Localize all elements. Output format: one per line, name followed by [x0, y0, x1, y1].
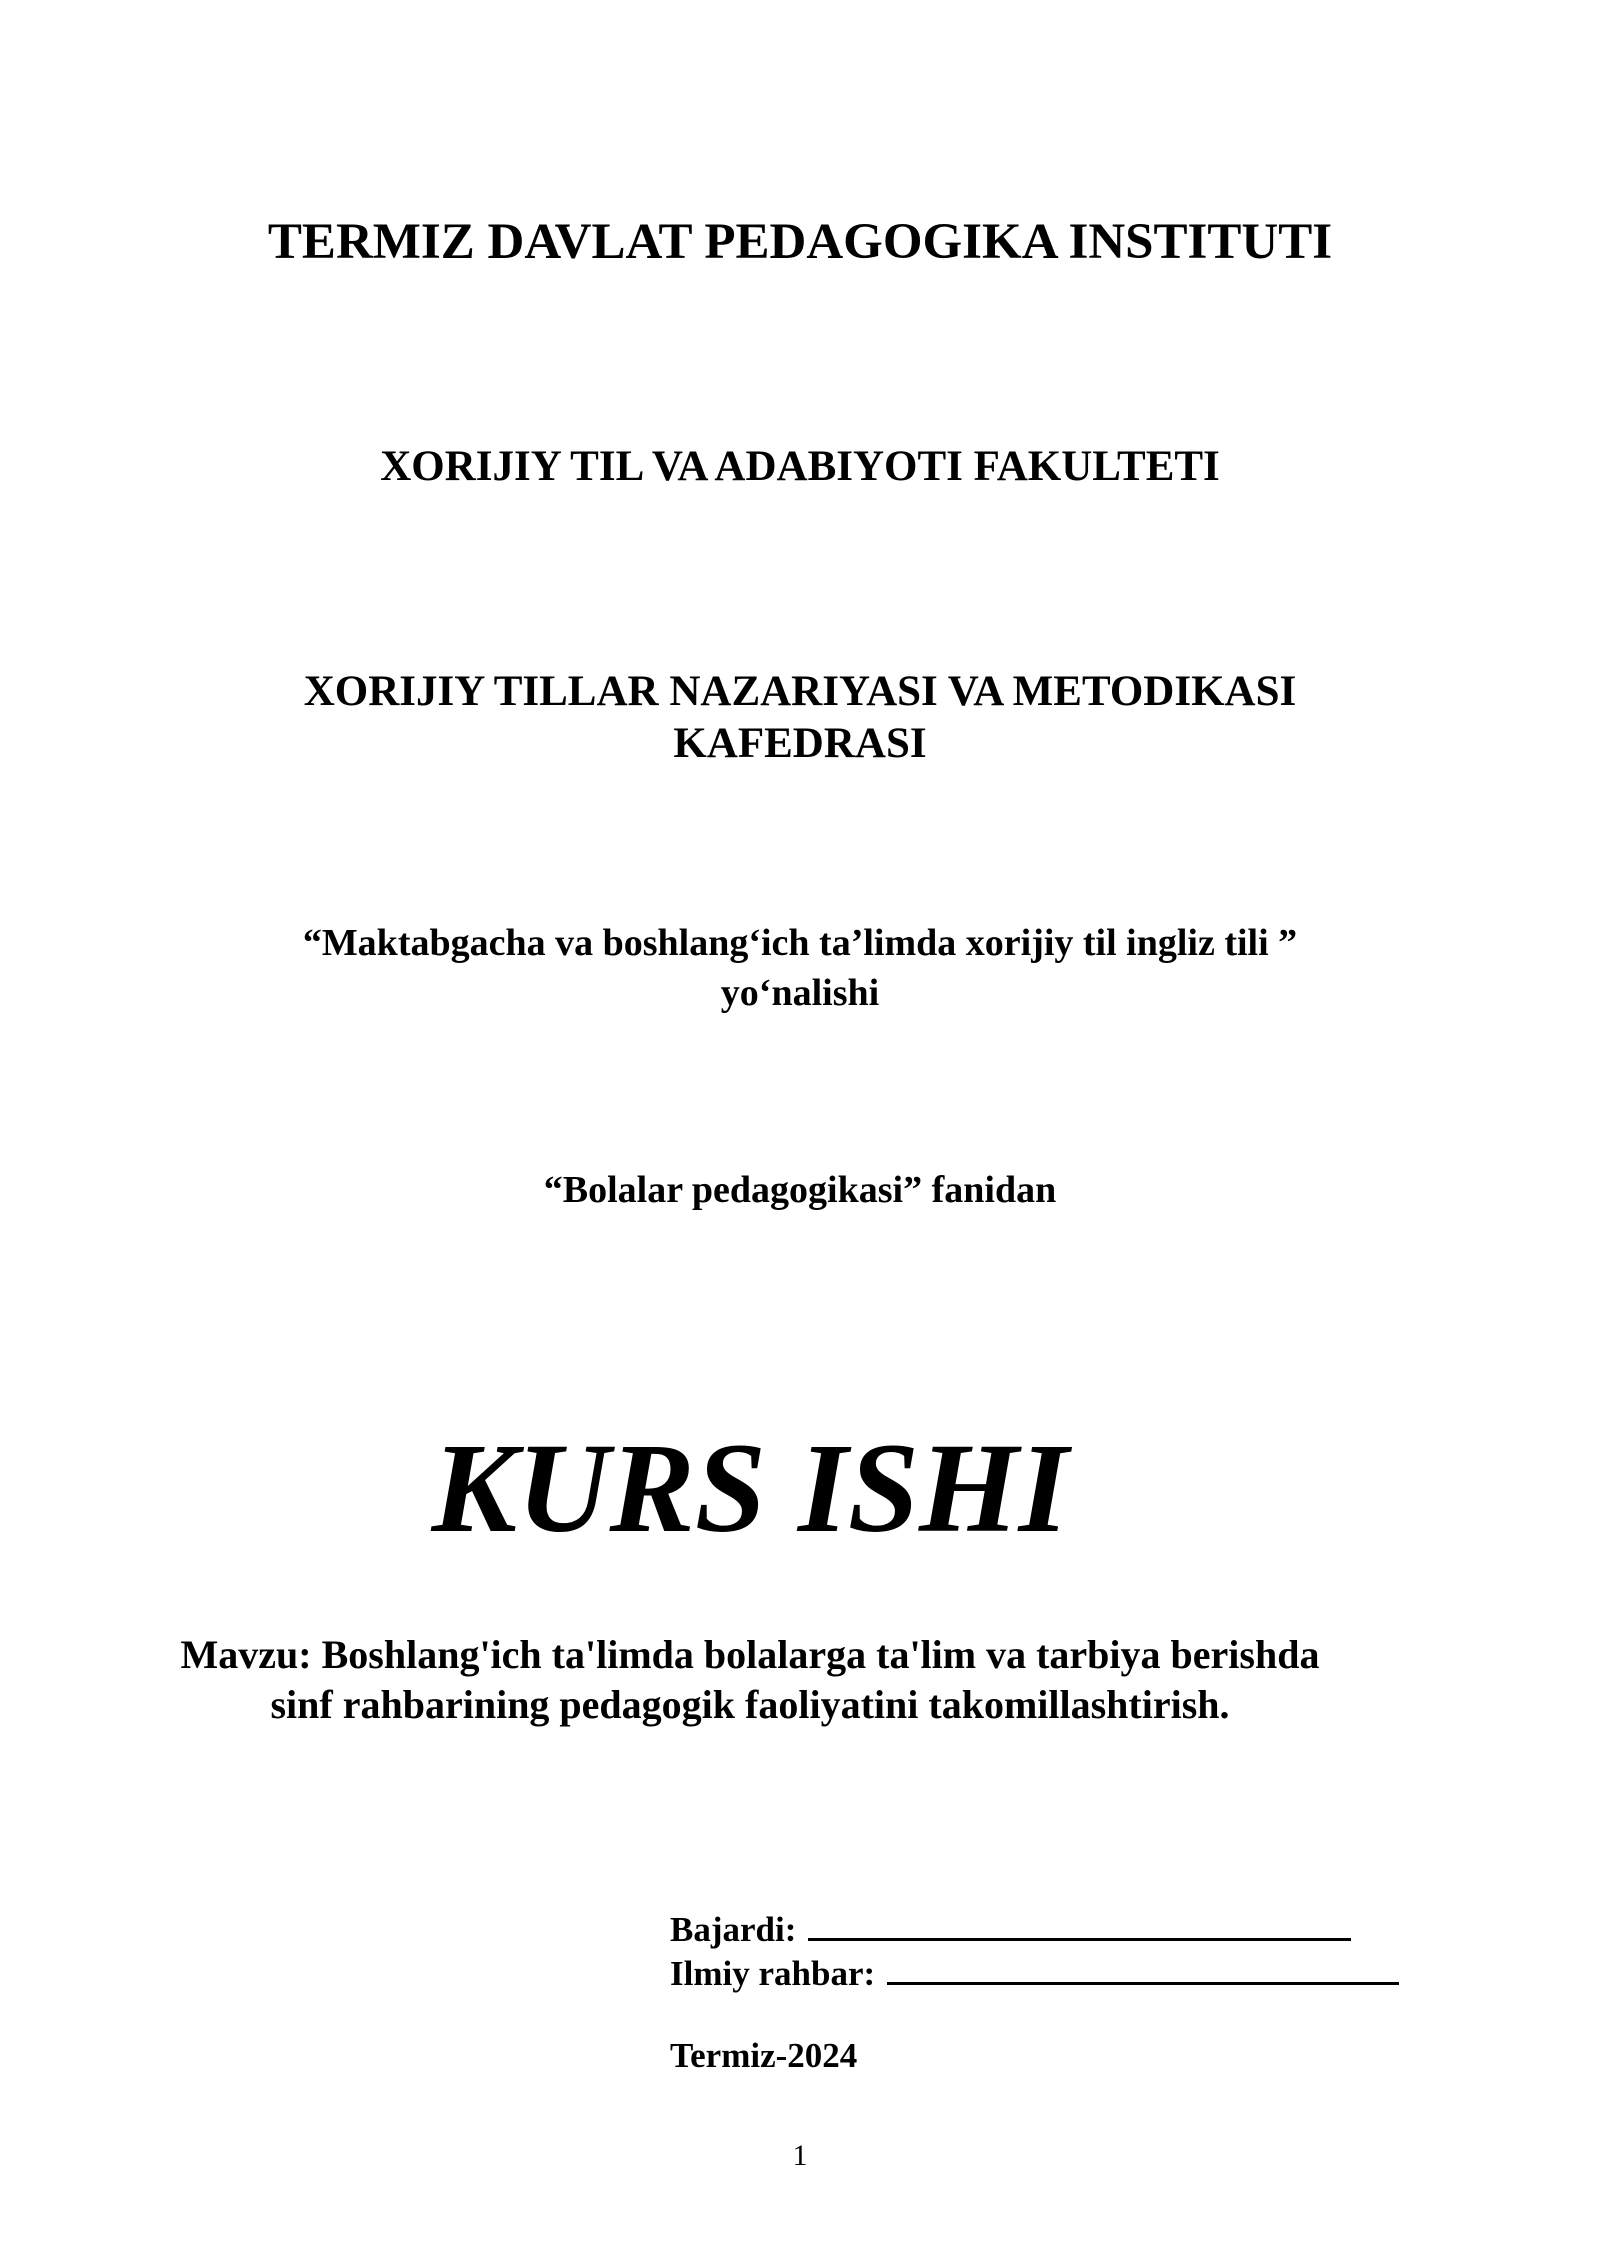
topic-line-1: Mavzu: Boshlang'ich ta'limda bolalarga ta'lim va tarbiya berishda	[180, 1632, 1320, 1677]
department-name	[0, 666, 1600, 770]
page-number: 1	[792, 2139, 808, 2172]
supervisor-blank	[887, 1952, 1399, 1985]
performer-blank	[808, 1908, 1351, 1941]
performer-label: Bajardi:	[670, 1910, 797, 1949]
subject-name: “Bolalar pedagogikasi” fanidan	[543, 1169, 1057, 1211]
supervisor-label: Ilmiy rahbar:	[670, 1954, 876, 1993]
supervisor-signature-line	[670, 1952, 1399, 1996]
topic	[0, 1630, 1600, 1730]
topic-line-2: sinf rahbarining pedagogik faoliyatini takomillashtirish.	[270, 1682, 1230, 1727]
program-line-1: “Maktabgacha va boshlang‘ich ta’limda xorijiy til ingliz tili ”	[302, 922, 1298, 964]
city-year: Termiz-2024	[670, 2036, 858, 2075]
program-direction	[0, 918, 1600, 1018]
institute-name: TERMIZ DAVLAT PEDAGOGIKA INSTITUTI	[267, 214, 1333, 270]
department-line-1: XORIJIY TILLAR NAZARIYASI VA METODIKASI	[303, 668, 1297, 715]
faculty-name: XORIJIY TIL VA ADABIYOTI FAKULTETI	[380, 443, 1220, 490]
document-title: KURS ISHI	[431, 1417, 1069, 1559]
program-line-2: yo‘nalishi	[720, 972, 880, 1014]
department-line-2: KAFEDRASI	[673, 720, 927, 767]
performer-signature-line	[670, 1908, 1351, 1952]
